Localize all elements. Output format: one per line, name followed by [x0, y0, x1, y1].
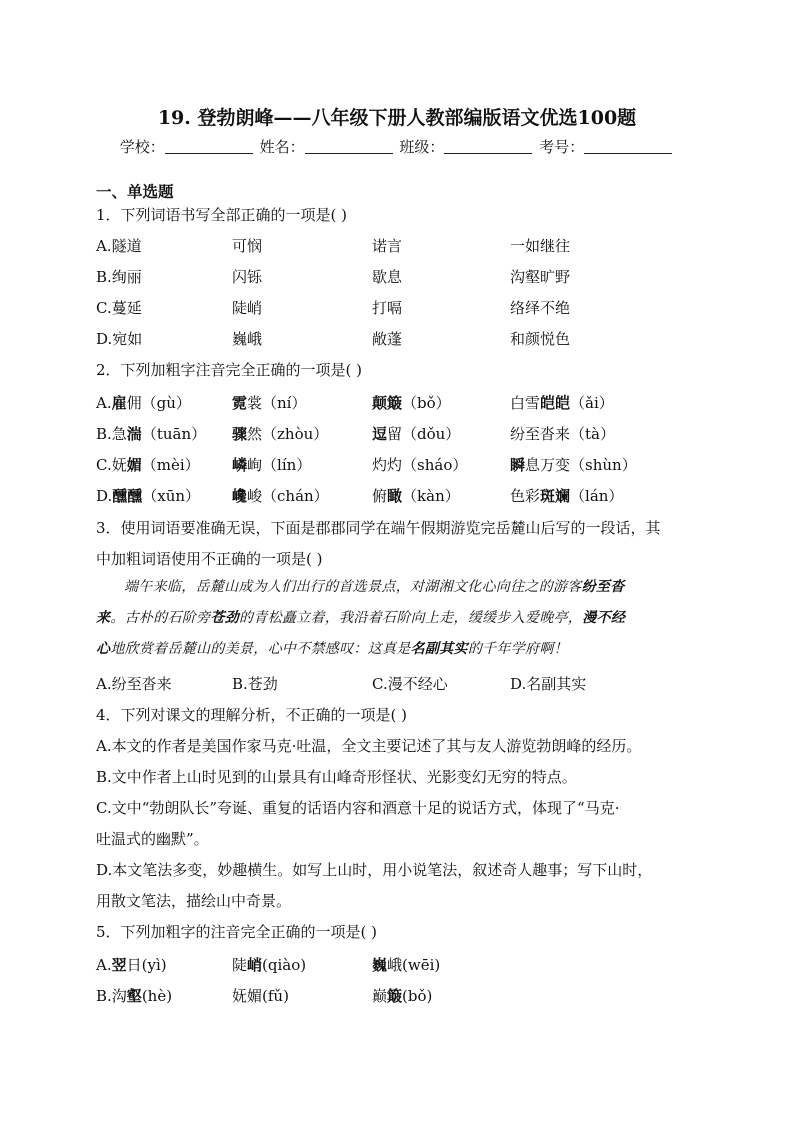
name-label: 姓名： [259, 138, 305, 156]
question-3-stem-line-2: 中加粗词语使用不正确的一项是( ) [96, 550, 323, 568]
bold-phrase: 心 [96, 641, 111, 657]
bold-character: 瞰 [387, 487, 403, 505]
question-4-line: 用散文笔法，描绘山中奇景。 [96, 892, 292, 910]
option-cell: 陡峭 [232, 299, 263, 317]
option-cell: A.雇佣（gù） [96, 394, 191, 412]
bold-character: 皑皑 [540, 394, 571, 412]
question-4-stem: 4．下列对课文的理解分析，不正确的一项是( ) [96, 706, 408, 724]
option-cell: 沟壑旷野 [510, 268, 571, 286]
option-cell: A.翌日(yì) [96, 956, 167, 974]
question-4-line: D.本文笔法多变，妙趣横生。如写上山时，用小说笔法，叙述奇人趣事；写下山时， [96, 861, 653, 879]
option-a: A.纷至沓来 [96, 675, 172, 693]
bold-character: 翌 [111, 956, 127, 974]
option-cell: 敞蓬 [372, 330, 403, 348]
option-cell: B.绚丽 [96, 268, 142, 286]
bold-character: 逗 [372, 425, 388, 443]
option-c: C.漫不经心 [372, 675, 448, 693]
school-blank[interactable] [165, 139, 253, 154]
option-cell: 纷至沓来（tà） [510, 425, 615, 443]
school-label: 学校： [119, 138, 165, 156]
bold-character: 嶙 [232, 456, 248, 474]
bold-character: 瞬 [510, 456, 526, 474]
option-cell: 可悯 [232, 237, 263, 255]
bold-character: 斑斓 [540, 487, 571, 505]
option-cell: 巍峨(wēi) [372, 956, 441, 974]
bold-phrase: 名副其实 [410, 641, 468, 657]
bold-character: 颠簸 [372, 394, 403, 412]
question-3-stem-line-1: 3．使用词语要准确无误，下面是郡郡同学在端午假期游览完岳麓山后写的一段话，其 [96, 519, 661, 537]
option-cell: 瞬息万变（shùn） [510, 456, 637, 474]
option-cell: 灼灼（sháo） [372, 456, 468, 474]
option-cell: C.蔓延 [96, 299, 142, 317]
option-cell: 巉峻（chán） [232, 487, 329, 505]
option-cell: 颠簸（bǒ） [372, 394, 451, 412]
name-blank[interactable] [305, 139, 393, 154]
section-heading: 一、单选题 [96, 182, 174, 201]
option-cell: B.急湍（tuān） [96, 425, 207, 443]
class-label: 班级： [399, 138, 445, 156]
passage-line: 心地欣赏着岳麓山的美景，心中不禁感叹：这真是名副其实的千年学府啊！ [96, 641, 568, 657]
bold-character: 雇 [111, 394, 127, 412]
option-cell: 骤然（zhòu） [232, 425, 329, 443]
bold-character: 巉 [232, 487, 248, 505]
option-cell: 巅簸(bǒ) [372, 987, 433, 1005]
option-cell: C.妩媚（mèi） [96, 456, 200, 474]
class-blank[interactable] [444, 139, 532, 154]
bold-phrase: 纷至沓 [581, 579, 625, 595]
option-cell: D.醺醺（xūn） [96, 487, 201, 505]
bold-character: 簸 [387, 987, 403, 1005]
option-d: D.名副其实 [510, 675, 587, 693]
bold-character: 醺醺 [112, 487, 143, 505]
question-4-line: C.文中“勃朗队长”夸诞、重复的话语内容和酒意十足的说话方式，体现了“马克· [96, 799, 620, 817]
question-5-stem: 5．下列加粗字的注音完全正确的一项是( ) [96, 923, 378, 941]
bold-character: 巍 [372, 956, 388, 974]
option-cell: 妩媚(fǔ) [232, 987, 289, 1005]
question-1-stem: 1．下列词语书写全部正确的一项是( ) [96, 206, 348, 224]
option-cell: 陡峭(qiào) [232, 956, 307, 974]
question-3-passage [96, 572, 698, 665]
number-label: 考号： [539, 138, 585, 156]
page-title: 19. 登勃朗峰——八年级下册人教部编版语文优选100题 [157, 107, 637, 129]
option-b: B.苍劲 [232, 675, 278, 693]
bold-character: 峭 [247, 956, 263, 974]
bold-phrase: 来 [96, 610, 111, 626]
question-4-line: 吐温式的幽默”。 [96, 830, 209, 848]
option-cell: 一如继往 [510, 237, 571, 255]
bold-character: 壑 [126, 987, 142, 1005]
option-cell: 和颜悦色 [510, 330, 571, 348]
bold-character: 霓 [232, 394, 248, 412]
option-cell: 逗留（dǒu） [372, 425, 461, 443]
option-cell: 霓裳（ní） [232, 394, 307, 412]
option-cell: 打嗝 [372, 299, 403, 317]
option-cell: 俯瞰（kàn） [372, 487, 460, 505]
option-cell: 色彩斑斓（lán） [510, 487, 624, 505]
question-2-stem: 2．下列加粗字注音完全正确的一项是( ) [96, 361, 363, 379]
option-cell: 巍峨 [232, 330, 263, 348]
option-cell: 络绎不绝 [510, 299, 571, 317]
option-cell: 嶙峋（lín） [232, 456, 312, 474]
option-cell: 闪铄 [232, 268, 263, 286]
option-cell: 白雪皑皑（ǎi） [510, 394, 614, 412]
option-cell: D.宛如 [96, 330, 143, 348]
option-cell: 诺言 [372, 237, 403, 255]
bold-character: 骤 [232, 425, 248, 443]
option-cell: 歇息 [372, 268, 403, 286]
passage-line: 端午来临，岳麓山成为人们出行的首选景点，对湖湘文化心向往之的游客纷至沓 [124, 579, 625, 595]
passage-line: 来。古朴的石阶旁苍劲的青松矗立着，我沿着石阶向上走，缓缓步入爱晚亭，漫不经 [96, 610, 626, 626]
option-cell: B.沟壑(hè) [96, 987, 173, 1005]
bold-phrase: 漫不经 [582, 610, 626, 626]
question-4-line: A.本文的作者是美国作家马克·吐温，全文主要记述了其与友人游览勃朗峰的经历。 [96, 737, 642, 755]
student-info-line [0, 136, 794, 157]
option-cell: A.隧道 [96, 237, 142, 255]
question-4-line: B.文中作者上山时见到的山景具有山峰奇形怪状、光影变幻无穷的特点。 [96, 768, 577, 786]
bold-character: 媚 [126, 456, 142, 474]
bold-character: 湍 [126, 425, 142, 443]
bold-phrase: 苍劲 [210, 610, 240, 626]
number-blank[interactable] [584, 139, 672, 154]
